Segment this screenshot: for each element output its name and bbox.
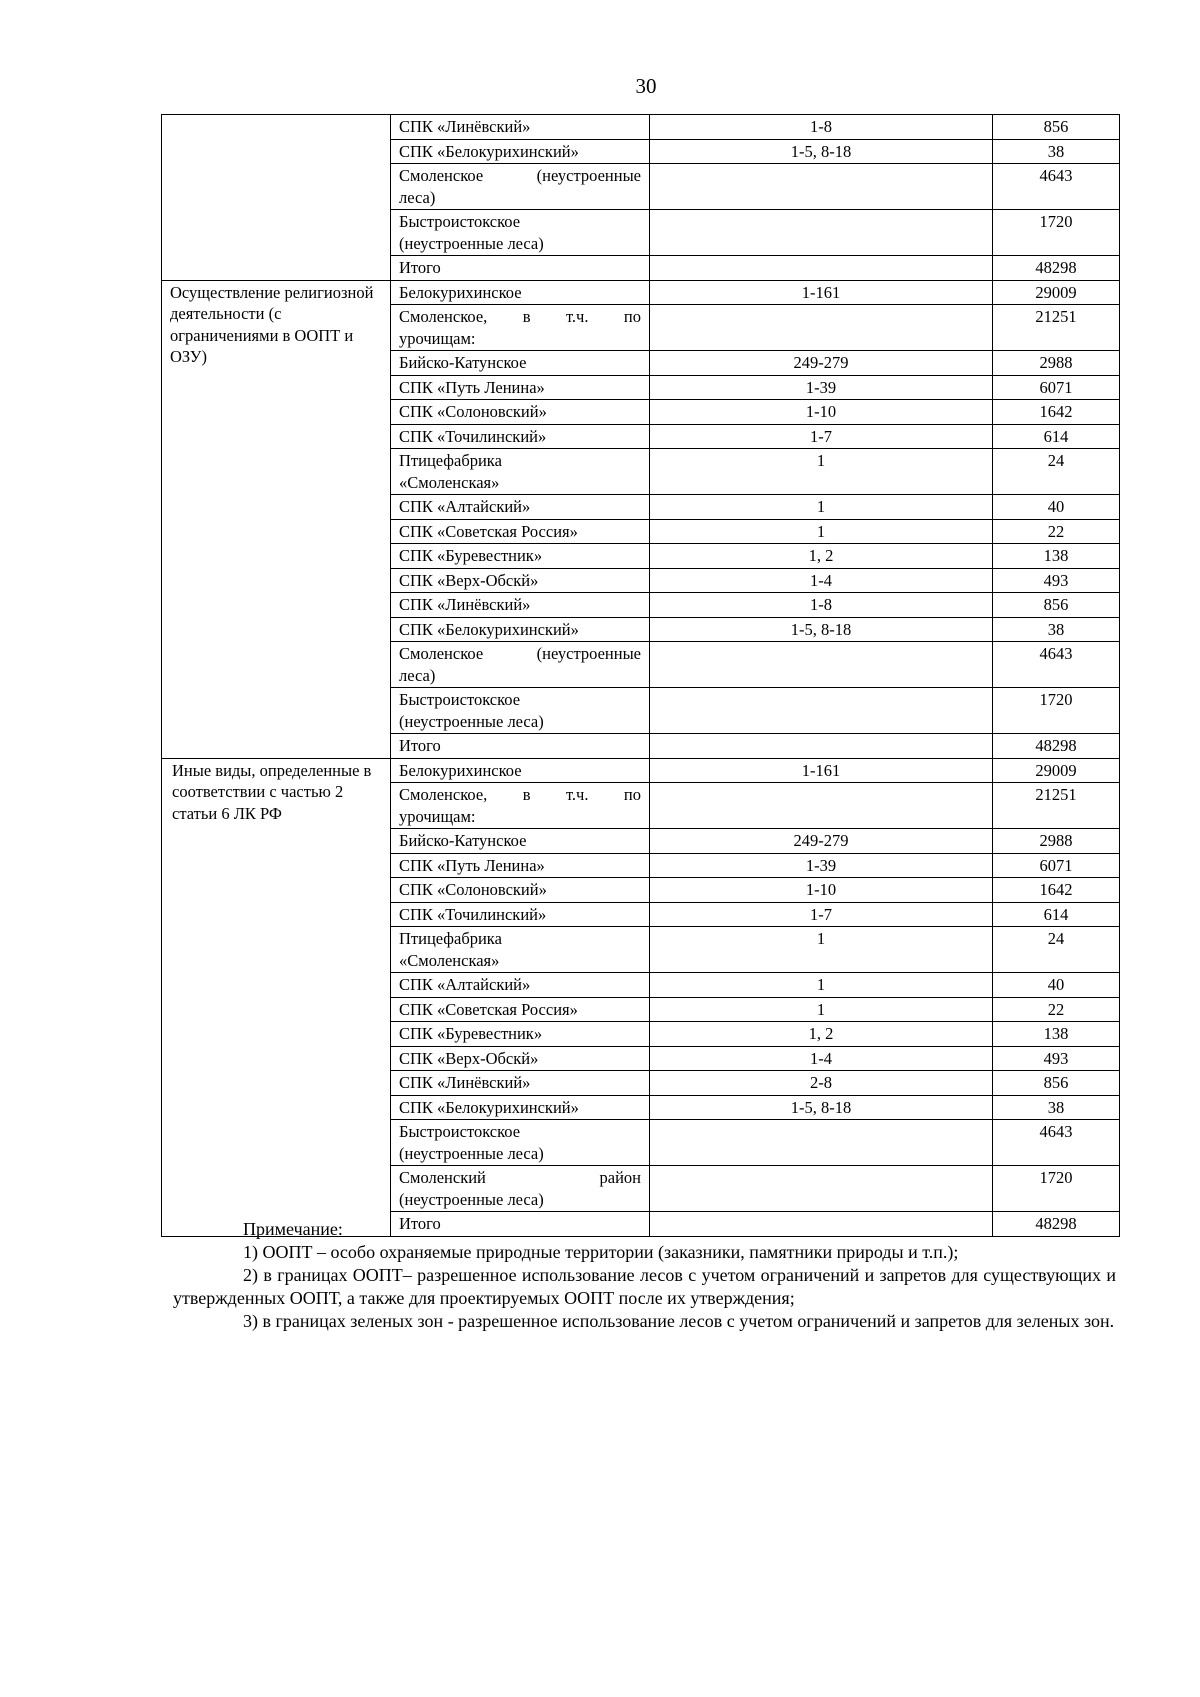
cell-area: 1720	[993, 688, 1120, 734]
cell-quarters	[650, 688, 993, 734]
cell-area: 2988	[993, 351, 1120, 376]
cell-quarters: 1-4	[650, 568, 993, 593]
cell-quarters	[650, 164, 993, 210]
cell-quarters	[650, 210, 993, 256]
cell-name-line: урочищам:	[399, 806, 476, 826]
cell-area: 24	[993, 927, 1120, 973]
cell-area: 493	[993, 568, 1120, 593]
cell-name: СПК «Линёвский»	[391, 1071, 650, 1096]
cell-area: 40	[993, 973, 1120, 998]
cell-name	[391, 783, 650, 829]
cell-name-line: Смоленское, в т.ч. по	[399, 785, 641, 804]
cell-quarters: 249-279	[650, 351, 993, 376]
cell-quarters	[650, 1120, 993, 1166]
cell-name-line: «Смоленская»	[399, 950, 500, 970]
cell-name-line: Смоленское (неустроенные	[399, 644, 641, 663]
cell-name: Бийско-Катунское	[391, 829, 650, 854]
forest-use-table	[161, 114, 1120, 1237]
cell-area: 4643	[993, 642, 1120, 688]
cell-name-line: леса)	[399, 187, 436, 207]
cell-name	[391, 1120, 650, 1166]
cell-area: 38	[993, 617, 1120, 642]
cell-quarters: 1, 2	[650, 544, 993, 569]
cell-area: 40	[993, 495, 1120, 520]
cell-name: СПК «Алтайский»	[391, 495, 650, 520]
cell-name: СПК «Солоновский»	[391, 400, 650, 425]
cell-name-line: урочищам:	[399, 328, 476, 348]
cell-area: 2988	[993, 829, 1120, 854]
cell-name: Итого	[391, 256, 650, 281]
cell-area: 493	[993, 1046, 1120, 1071]
cell-name: Белокурихинское	[391, 280, 650, 305]
cell-use-type: Осуществление религиозной деятельности (с ограничениями в ООПТ и ОЗУ)	[162, 280, 391, 758]
cell-name: СПК «Буревестник»	[391, 544, 650, 569]
cell-quarters: 1-5, 8-18	[650, 1095, 993, 1120]
cell-name: Итого	[391, 1212, 650, 1237]
cell-quarters: 2-8	[650, 1071, 993, 1096]
cell-area: 1642	[993, 400, 1120, 425]
cell-name-line: Птицефабрика	[399, 929, 502, 948]
notes-title: Примечание:	[243, 1219, 343, 1239]
cell-name: СПК «Буревестник»	[391, 1022, 650, 1047]
cell-use-type	[162, 115, 391, 281]
cell-name: Белокурихинское	[391, 758, 650, 783]
cell-quarters: 1-5, 8-18	[650, 139, 993, 164]
cell-area: 4643	[993, 1120, 1120, 1166]
cell-area: 856	[993, 593, 1120, 618]
cell-area: 38	[993, 1095, 1120, 1120]
cell-quarters	[650, 1166, 993, 1212]
cell-quarters: 1	[650, 973, 993, 998]
cell-quarters: 1	[650, 449, 993, 495]
cell-quarters: 1-39	[650, 375, 993, 400]
cell-quarters: 1-4	[650, 1046, 993, 1071]
table-row	[162, 280, 1120, 305]
cell-name	[391, 642, 650, 688]
cell-name	[391, 1166, 650, 1212]
cell-quarters	[650, 305, 993, 351]
cell-name: СПК «Солоновский»	[391, 878, 650, 903]
cell-name: СПК «Точилинский»	[391, 902, 650, 927]
cell-quarters: 1-5, 8-18	[650, 617, 993, 642]
note-item: 1) ООПТ – особо охраняемые природные территории (заказники, памятники природы и т.п.);	[243, 1242, 959, 1262]
cell-name: СПК «Алтайский»	[391, 973, 650, 998]
cell-area: 4643	[993, 164, 1120, 210]
cell-area: 614	[993, 424, 1120, 449]
note-item: 3) в границах зеленых зон - разрешенное использование лесов с учетом ограничений и запретов для зеленых зон.	[243, 1311, 1115, 1331]
cell-area: 29009	[993, 280, 1120, 305]
cell-area: 22	[993, 519, 1120, 544]
notes-section	[173, 1218, 1116, 1333]
cell-name-line: леса)	[399, 665, 436, 685]
cell-area: 138	[993, 1022, 1120, 1047]
cell-quarters: 1-39	[650, 853, 993, 878]
cell-name: СПК «Верх-Обскй»	[391, 1046, 650, 1071]
cell-quarters: 1-7	[650, 424, 993, 449]
cell-area: 856	[993, 115, 1120, 140]
cell-area: 614	[993, 902, 1120, 927]
cell-quarters	[650, 783, 993, 829]
cell-quarters: 1	[650, 927, 993, 973]
cell-name	[391, 927, 650, 973]
cell-name-line: Птицефабрика	[399, 451, 502, 470]
cell-quarters: 1-161	[650, 758, 993, 783]
cell-area: 48298	[993, 256, 1120, 281]
cell-area: 1720	[993, 1166, 1120, 1212]
cell-name-line: Смоленское (неустроенные	[399, 166, 641, 185]
cell-area: 24	[993, 449, 1120, 495]
cell-quarters	[650, 734, 993, 759]
cell-quarters: 1	[650, 997, 993, 1022]
cell-area: 1720	[993, 210, 1120, 256]
cell-quarters	[650, 256, 993, 281]
cell-area: 6071	[993, 853, 1120, 878]
cell-area: 21251	[993, 305, 1120, 351]
cell-name: СПК «Путь Ленина»	[391, 375, 650, 400]
cell-quarters: 1	[650, 519, 993, 544]
cell-name: СПК «Точилинский»	[391, 424, 650, 449]
cell-name-line: (неустроенные леса)	[399, 233, 544, 253]
cell-name-line: (неустроенные леса)	[399, 1143, 544, 1163]
cell-name-line: Быстроистокское	[399, 690, 521, 709]
cell-quarters	[650, 642, 993, 688]
cell-name: СПК «Белокурихинский»	[391, 139, 650, 164]
cell-quarters: 1-10	[650, 400, 993, 425]
cell-area: 38	[993, 139, 1120, 164]
cell-name	[391, 210, 650, 256]
cell-name	[391, 688, 650, 734]
cell-name-line: Быстроистокское	[399, 212, 521, 231]
cell-name: СПК «Линёвский»	[391, 115, 650, 140]
cell-name-line: (неустроенные леса)	[399, 1189, 544, 1209]
cell-name: СПК «Белокурихинский»	[391, 1095, 650, 1120]
note-item: 2) в границах ООПТ– разрешенное использование лесов с учетом ограничений и запретов для существующих и утвержденных ООПТ, а также для проектируемых ООПТ после их утверждения;	[173, 1265, 1116, 1308]
cell-quarters: 1-10	[650, 878, 993, 903]
cell-name-line: «Смоленская»	[399, 472, 500, 492]
cell-quarters: 1	[650, 495, 993, 520]
table-row	[162, 115, 1120, 140]
cell-name-line: Смоленское, в т.ч. по	[399, 307, 641, 326]
table-row	[162, 758, 1120, 783]
cell-area: 48298	[993, 734, 1120, 759]
cell-area: 21251	[993, 783, 1120, 829]
cell-area: 138	[993, 544, 1120, 569]
cell-name: СПК «Советская Россия»	[391, 997, 650, 1022]
cell-name-line: (неустроенные леса)	[399, 711, 544, 731]
cell-area: 6071	[993, 375, 1120, 400]
cell-area: 22	[993, 997, 1120, 1022]
cell-name: СПК «Белокурихинский»	[391, 617, 650, 642]
cell-quarters: 1-8	[650, 593, 993, 618]
cell-quarters: 249-279	[650, 829, 993, 854]
cell-use-type: Иные виды, определенные в соответствии с частью 2 статьи 6 ЛК РФ	[162, 758, 391, 1236]
cell-name: СПК «Линёвский»	[391, 593, 650, 618]
cell-name	[391, 164, 650, 210]
page-number: 30	[635, 74, 657, 98]
cell-area: 1642	[993, 878, 1120, 903]
cell-name-line: Быстроистокское	[399, 1122, 521, 1141]
table-body	[162, 115, 1120, 1237]
cell-name: Итого	[391, 734, 650, 759]
cell-name	[391, 305, 650, 351]
cell-name: СПК «Верх-Обскй»	[391, 568, 650, 593]
cell-area: 48298	[993, 1212, 1120, 1237]
cell-name: Бийско-Катунское	[391, 351, 650, 376]
cell-name-line: Смоленский район	[399, 1168, 641, 1187]
cell-name: СПК «Путь Ленина»	[391, 853, 650, 878]
cell-quarters: 1-161	[650, 280, 993, 305]
cell-quarters: 1, 2	[650, 1022, 993, 1047]
cell-name	[391, 449, 650, 495]
cell-name: СПК «Советская Россия»	[391, 519, 650, 544]
cell-quarters: 1-8	[650, 115, 993, 140]
cell-area: 29009	[993, 758, 1120, 783]
cell-quarters: 1-7	[650, 902, 993, 927]
cell-area: 856	[993, 1071, 1120, 1096]
